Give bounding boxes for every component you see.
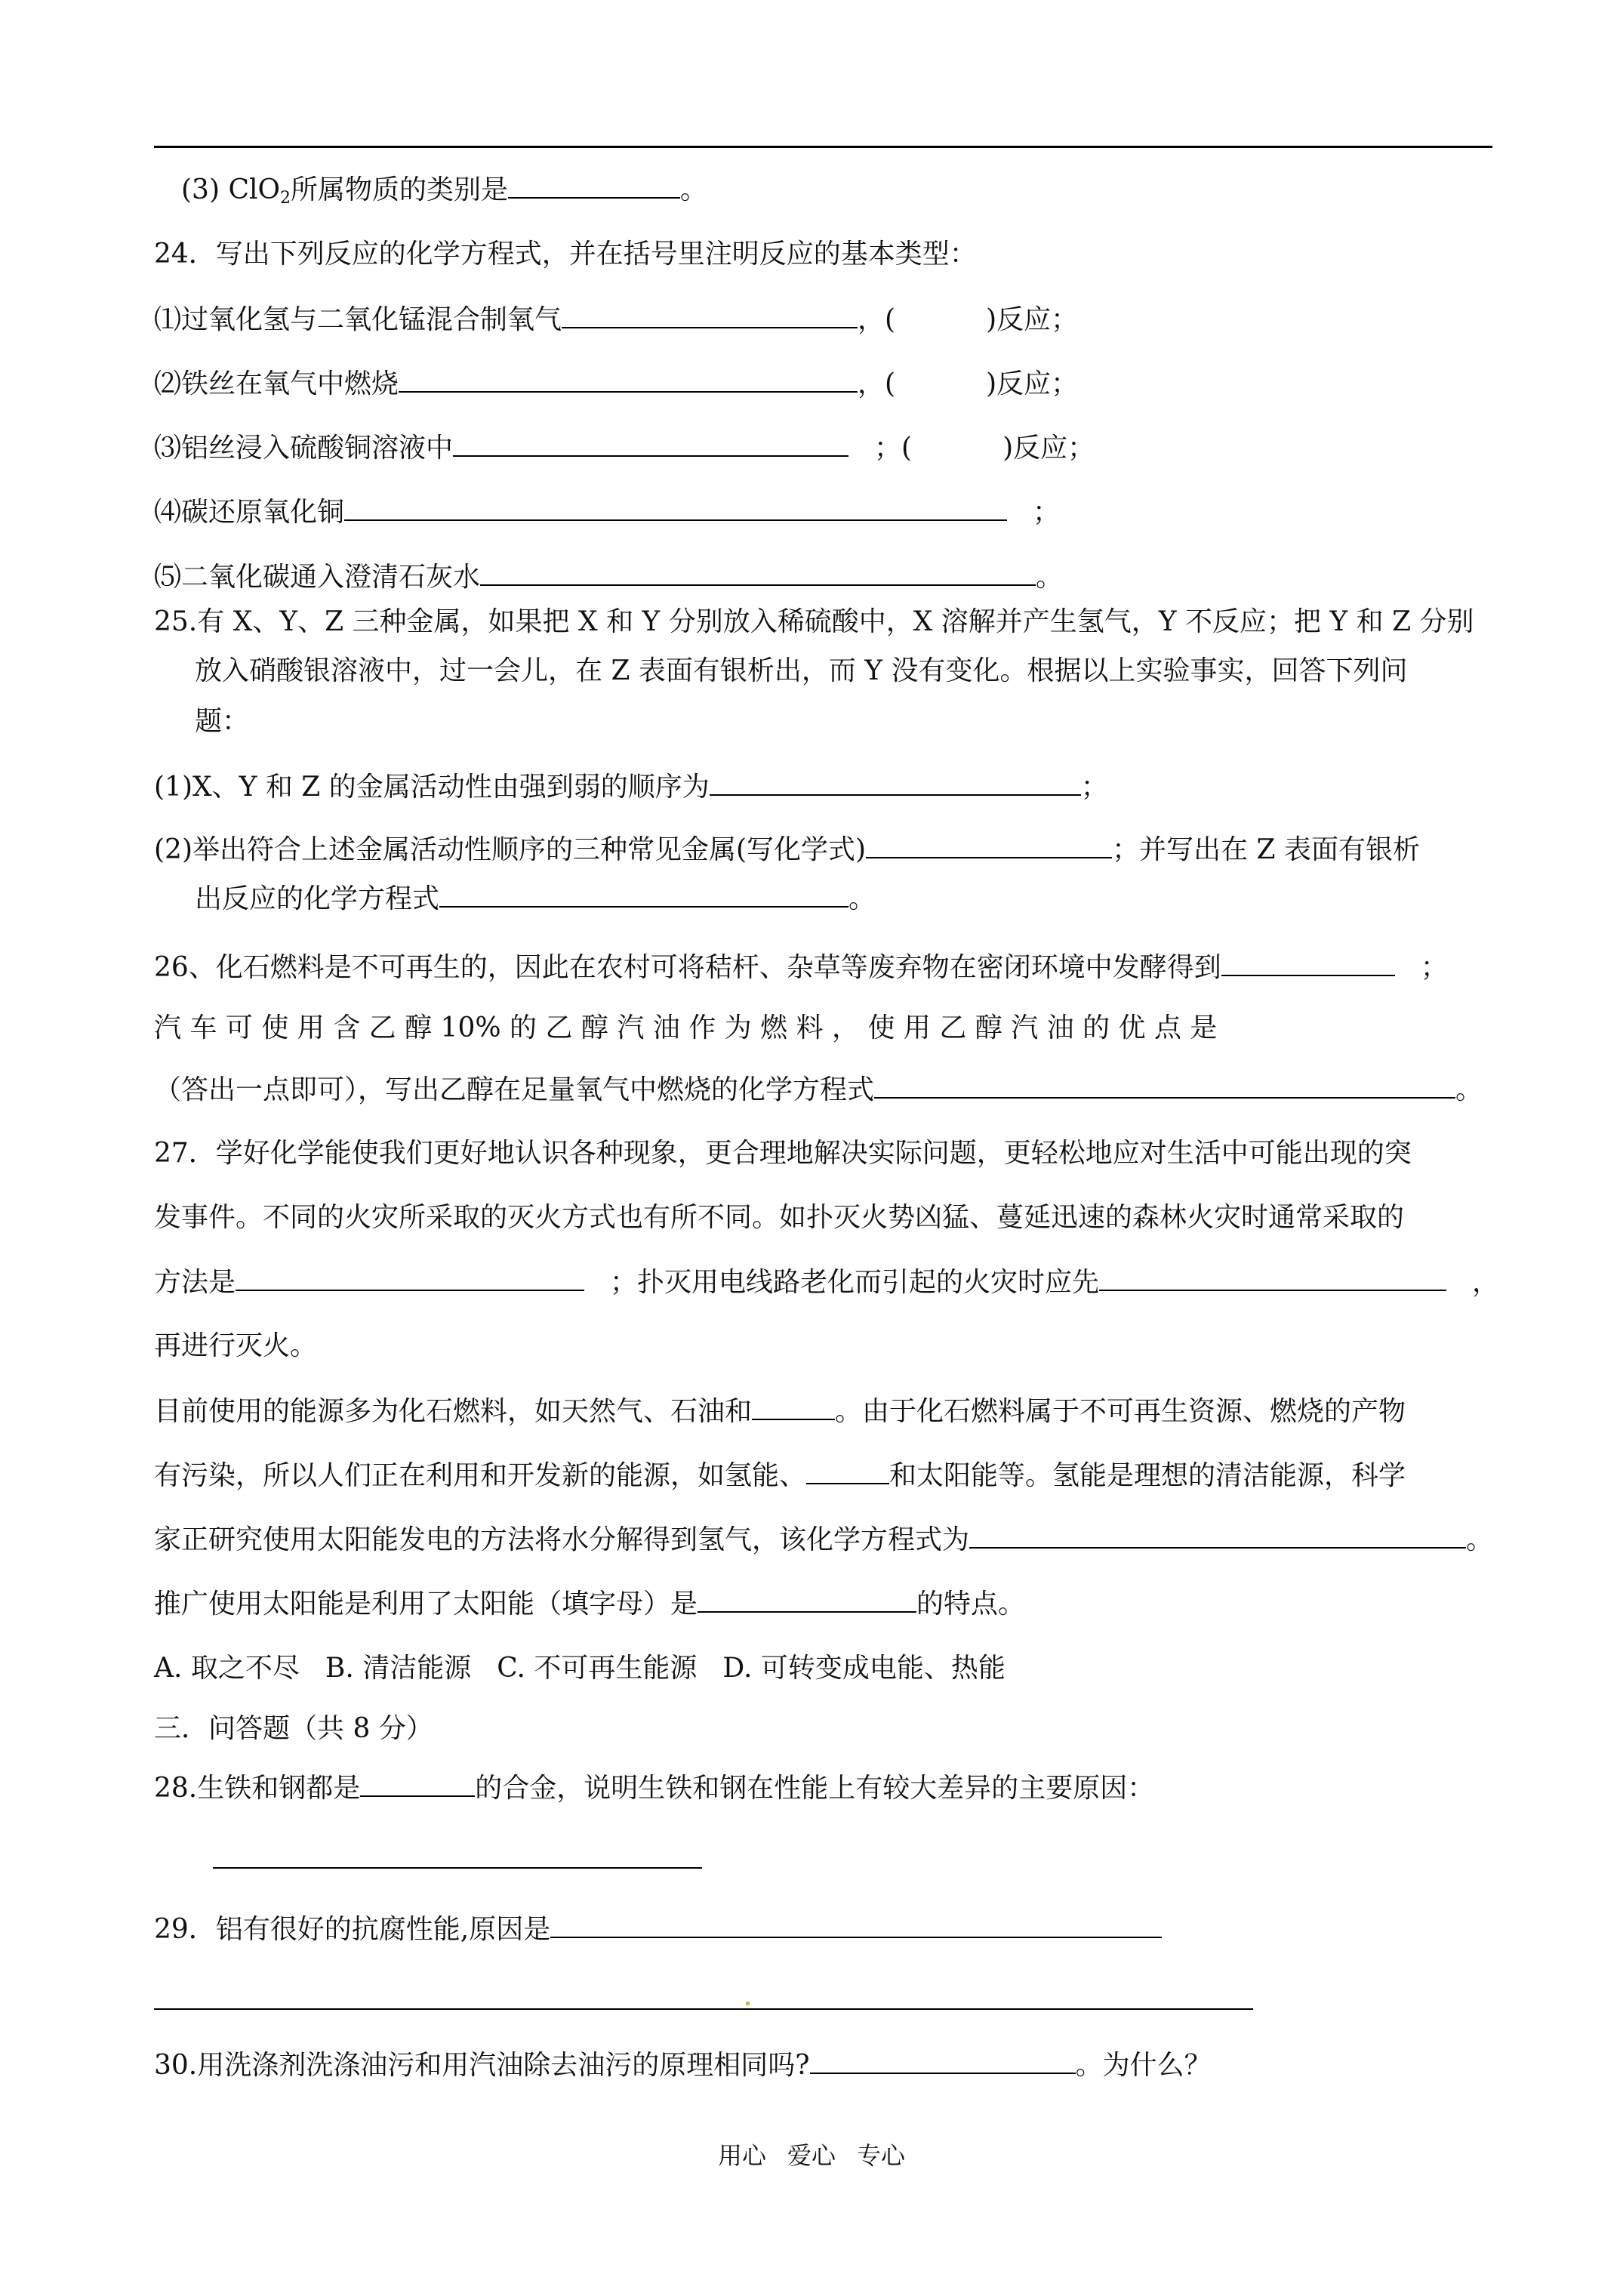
q27-line-3: 方法是 ；扑灭用电线路老化而引起的火灾时应先 ， [154, 1264, 1499, 1301]
q25-line-2: 放入硝酸银溶液中，过一会儿，在 Z 表面有银析出，而 Y 没有变化。根据以上实验事实，回答下列问 [195, 655, 1408, 686]
answer-blank[interactable] [344, 494, 1007, 521]
answer-blank[interactable] [1221, 949, 1395, 976]
q23-3-line: (3) ClO$_2$所属物质的类别是 。 [181, 171, 707, 217]
option-d: D. 可转变成电能、热能 [722, 1653, 1006, 1684]
q27-line-6: 有污染，所以人们正在利用和开发新的能源，如氢能、 和太阳能等。氢能是理想的清洁能源，科学 [154, 1457, 1406, 1494]
q27-line-4: 再进行灭火。 [154, 1330, 318, 1361]
q28-line: 28.生铁和钢都是 的合金，说明生铁和钢在性能上有较大差异的主要原因： [154, 1770, 1154, 1807]
answer-blank[interactable] [806, 1457, 889, 1484]
q27-line-8: 推广使用太阳能是利用了太阳能（填字母）是 的特点。 [154, 1586, 1025, 1623]
q29-line: 29．铝有很好的抗腐性能,原因是 [154, 1911, 1162, 1948]
answer-blank[interactable] [360, 1770, 475, 1797]
q24-item-2: ⑵铁丝在氧气中燃烧 ，( )反应； [154, 365, 1078, 402]
q27-line-5: 目前使用的能源多为化石燃料，如天然气、石油和 。由于化石燃料属于不可再生资源、燃烧的产物 [154, 1393, 1406, 1430]
q27-line-7: 家正研究使用太阳能发电的方法将水分解得到氢气，该化学方程式为 。 [154, 1521, 1493, 1558]
answer-blank[interactable] [698, 1586, 916, 1613]
q24-title: 24．写出下列反应的化学方程式，并在括号里注明反应的基本类型： [154, 239, 977, 270]
answer-blank[interactable] [236, 1264, 584, 1291]
footer-text: 专心 [857, 2141, 906, 2170]
q24-item-1: ⑴过氧化氢与二氧化锰混合制氧气 ，( )反应； [154, 301, 1078, 338]
answer-blank[interactable] [550, 1911, 1162, 1938]
decorative-dot [746, 2002, 750, 2005]
answer-blank[interactable] [508, 171, 680, 199]
section-title: 三．问答题（共 8 分） [154, 1713, 433, 1744]
q26-line-2: 汽 车 可 使 用 含 乙 醇 10% 的 乙 醇 汽 油 作 为 燃 料 ， 使 用 乙 醇 汽 油 的 优 点 是 [154, 1012, 1218, 1043]
q25-part-2: (2)举出符合上述金属活动性顺序的三种常见金属(写化学式) ；并写出在 Z 表面有银析 [154, 831, 1420, 868]
q25-line-1: 25.有 X、Y、Z 三种金属，如果把 X 和 Y 分别放入稀硫酸中，X 溶解并产生氢气，Y 不反应；把 Y 和 Z 分别 [154, 606, 1474, 637]
answer-blank[interactable] [562, 301, 858, 328]
q26-line-1: 26、化石燃料是不可再生的，因此在农村可将秸杆、杂草等废弃物在密闭环境中发酵得到 ； [154, 949, 1448, 986]
footer-text: 用心 [717, 2141, 766, 2170]
answer-blank[interactable] [874, 1071, 1455, 1099]
answer-blank[interactable] [154, 2008, 1253, 2010]
q24-item-4: ⑷碳还原氧化铜 ； [154, 494, 1060, 531]
answer-blank[interactable] [439, 880, 848, 908]
option-b: B. 清洁能源 [325, 1653, 472, 1684]
option-a: A. 取之不尽 [154, 1653, 300, 1684]
q24-item-5: ⑸二氧化碳通入澄清石灰水 。 [154, 559, 1063, 596]
q24-item-3: ⑶铝丝浸入硫酸铜溶液中 ；( )反应； [154, 430, 1095, 467]
answer-blank[interactable] [710, 769, 1081, 796]
q27-line-1: 27．学好化学能使我们更好地认识各种现象，更合理地解决实际问题，更轻松地应对生活中可能出现的突 [154, 1138, 1412, 1169]
header-rule [154, 146, 1492, 148]
answer-blank[interactable] [213, 1867, 702, 1869]
answer-blank[interactable] [480, 559, 1036, 586]
q27-options [154, 1650, 1006, 1687]
q26-line-3: （答出一点即可），写出乙醇在足量氧气中燃烧的化学方程式 。 [154, 1071, 1483, 1108]
answer-blank[interactable] [1099, 1264, 1446, 1291]
q30-line: 30.用洗涤剂洗涤油污和用汽油除去油污的原理相同吗? 。为什么？ [154, 2047, 1212, 2084]
q25-part-1: (1)X、Y 和 Z 的金属活动性由强到弱的顺序为 ； [154, 769, 1108, 806]
answer-blank[interactable] [399, 365, 858, 393]
option-c: C. 不可再生能源 [497, 1653, 698, 1684]
answer-blank[interactable] [866, 831, 1112, 858]
answer-blank[interactable] [969, 1521, 1466, 1549]
answer-blank[interactable] [752, 1393, 835, 1420]
q27-line-2: 发事件。不同的火灾所采取的灭火方式也有所不同。如扑灭火势凶猛、蔓延迅速的森林火灾时通常采取的 [154, 1202, 1405, 1233]
answer-blank[interactable] [453, 430, 848, 457]
answer-blank[interactable] [810, 2047, 1076, 2074]
q25-line-3: 题： [195, 706, 250, 737]
footer-text: 爱心 [787, 2141, 836, 2170]
q25-part-2-cont: 出反应的化学方程式 。 [195, 880, 876, 917]
page-footer [0, 2140, 1623, 2171]
